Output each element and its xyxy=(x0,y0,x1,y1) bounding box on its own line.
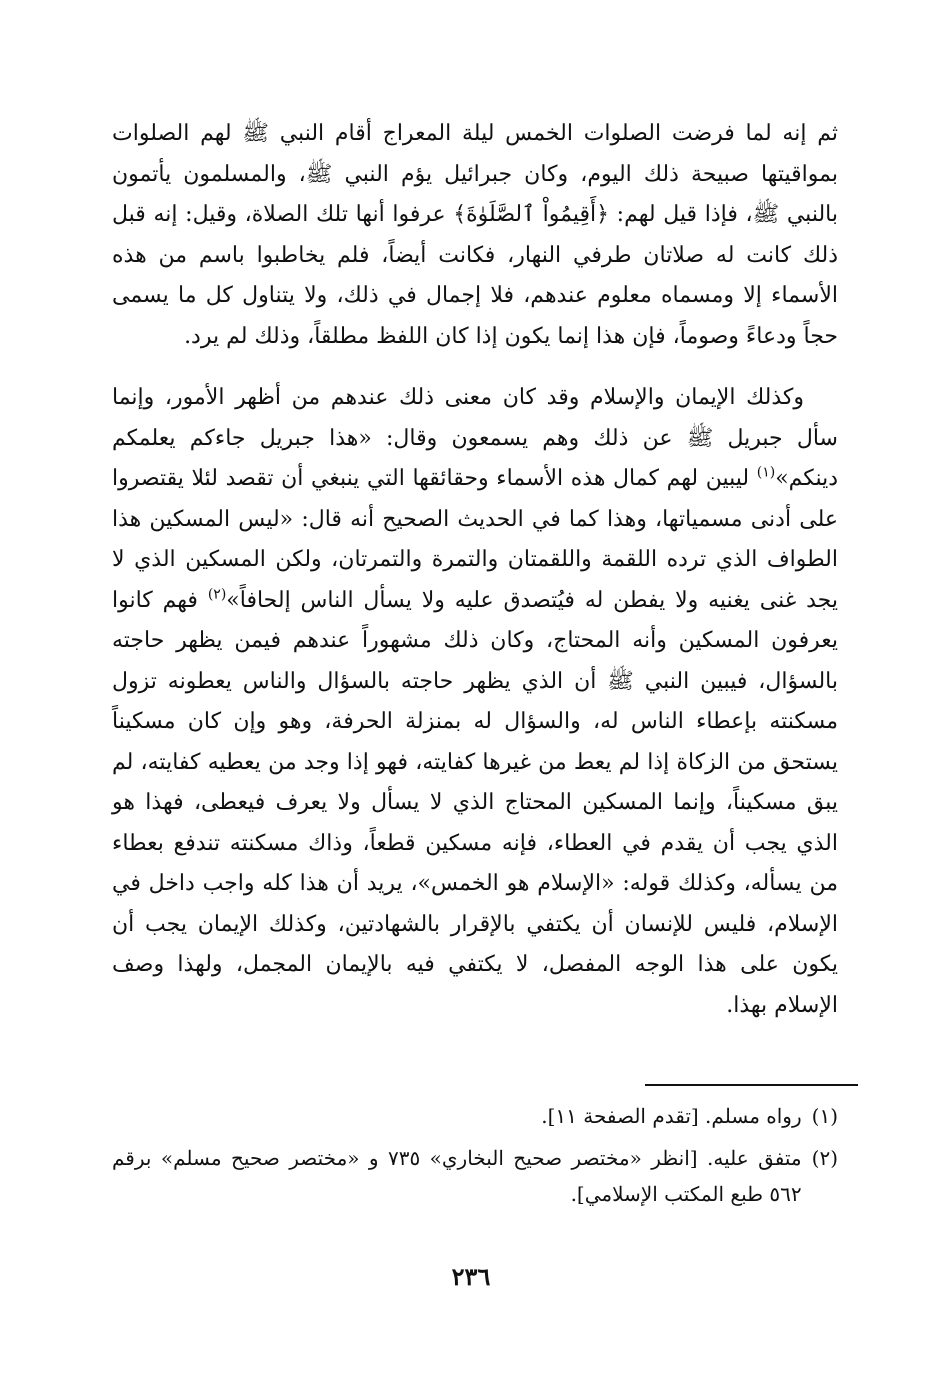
paragraph-2 xyxy=(112,378,838,1026)
footnote-marker-2: (٢) xyxy=(207,586,227,603)
page-number: ٢٣٦ xyxy=(451,1262,491,1291)
paragraph-2-part-3: فهم كانوا يعرفون المسكين وأنه المحتاج، وكان ذلك مشهوراً عندهم فيمن يظهر حاجته بالسؤال، فيبين النبي ﷺ أن الذي يظهر حاجته بالسؤال والناس يعطونه تزول مسكنته بإعطاء الناس له، والسؤال له بمنزلة الحرفة، وهو وإن كان مسكيناً يستحق من الزكاة إذا لم يعط من غيرها كفايته، فهو إذا وجد من يعطيه كفايته، لم يبق مسكيناً، وإنما المسكين المحتاج الذي لا يسأل ولا يعرف فيعطى، فهذا هو الذي يجب أن يقدم في العطاء، فإنه مسكين قطعاً، وذاك مسكنته تندفع بعطاء من يسأله، وكذلك قوله: «الإسلام هو الخمس»، يريد أن هذا كله واجب داخل في الإسلام، فليس للإنسان أن يكتفي بالإقرار بالشهادتين، وكذلك الإيمان يجب أن يكون على هذا الوجه المفصل، لا يكتفي فيه بالإيمان المجمل، ولهذا وصف الإسلام بهذا. xyxy=(112,587,838,1018)
paragraph-2-text xyxy=(112,378,838,1026)
footnote-2-number: (٢) xyxy=(811,1146,838,1170)
footnote-1 xyxy=(112,1098,838,1134)
footnote-2-text: متفق عليه. [انظر «مختصر صحيح البخاري» ٧٣٥ و «مختصر صحيح مسلم» برقم ٥٦٢ طبع المكتب الإسلامي]. xyxy=(112,1146,802,1206)
footnotes xyxy=(112,1098,838,1218)
paragraph-2-part-1: وكذلك الإيمان والإسلام وقد كان معنى ذلك عندهم من أظهر الأمور، وإنما سأل جبريل ﷺ عن ذلك وهم يسمعون وقال: «هذا جبريل جاءكم يعلمكم دينكم» xyxy=(112,385,838,491)
footnote-1-text: رواه مسلم. [تقدم الصفحة ١١]. xyxy=(541,1104,802,1128)
paragraph-1-text: ثم إنه لما فرضت الصلوات الخمس ليلة المعراج أقام النبي ﷺ لهم الصلوات بمواقيتها صبيحة ذلك اليوم، وكان جبرائيل يؤم النبي ﷺ، والمسلمون يأتمون بالنبي ﷺ، فإذا قيل لهم: ﴿أَقِيمُواْ ٱلصَّلَوٰةَ﴾ عرفوا أنها تلك الصلاة، وقيل: إنه قبل ذلك كانت له صلاتان طرفي النهار، فكانت أيضاً، فلم يخاطبوا باسم من هذه الأسماء إلا ومسماه معلوم عندهم، فلا إجمال في ذلك، ولا يتناول كل ما يسمى حجاً ودعاءً وصوماً، فإن هذا إنما يكون إذا كان اللفظ مطلقاً، وذلك لم يرد. xyxy=(112,121,838,349)
paragraph-2-part-2: ليبين لهم كمال هذه الأسماء وحقائقها التي ينبغي أن تقصد لئلا يقتصروا على أدنى مسمياتها، وهذا كما في الحديث الصحيح أنه قال: «ليس المسكين هذا الطواف الذي ترده اللقمة واللقمتان والتمرة والتمرتان، ولكن المسكين الذي لا يجد غنى يغنيه ولا يفطن له فيُتصدق عليه ولا يسأل الناس إلحافاً» xyxy=(112,466,839,613)
paragraph-1 xyxy=(112,92,838,379)
footnote-marker-1: (١) xyxy=(756,464,776,481)
footnote-2 xyxy=(112,1140,838,1212)
footnote-divider xyxy=(645,1084,858,1086)
footnote-1-number: (١) xyxy=(811,1104,838,1128)
